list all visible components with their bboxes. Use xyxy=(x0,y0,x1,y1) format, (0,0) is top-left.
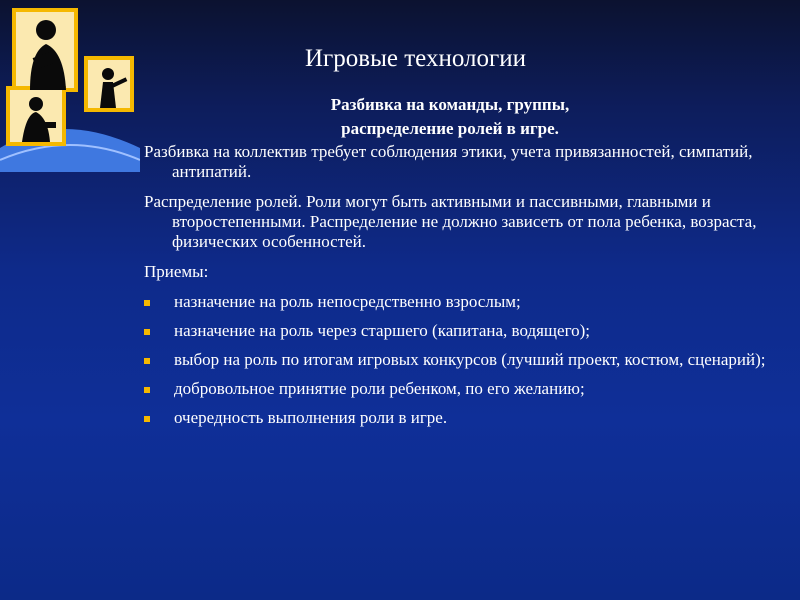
slide-body xyxy=(144,142,774,437)
bullet-icon xyxy=(144,416,150,422)
list-item xyxy=(144,350,774,370)
methods-label: Приемы: xyxy=(144,262,209,281)
subtitle-line: распределение ролей в игре. xyxy=(341,119,559,138)
list-item xyxy=(144,379,774,399)
bullet-icon xyxy=(144,387,150,393)
list-item-text: назначение на роль через старшего (капитана, водящего); xyxy=(174,321,591,340)
list-item xyxy=(144,292,774,312)
methods-list xyxy=(144,292,774,428)
bullet-icon xyxy=(144,329,150,335)
list-item-text: очередность выполнения роли в игре. xyxy=(174,408,448,427)
list-item xyxy=(144,408,774,428)
list-item-text: назначение на роль непосредственно взрослым; xyxy=(174,292,521,311)
paragraph-role-distribution: Распределение ролей. Роли могут быть активными и пассивными, главными и второстепенными. Распределение не должно зависеть от пола ребенка, возраста, физических особенностей. xyxy=(144,192,757,251)
subtitle-line: Разбивка на команды, группы, xyxy=(330,95,570,114)
children-reading-silhouettes-icon xyxy=(0,0,140,172)
list-item-text: выбор на роль по итогам игровых конкурсов (лучший проект, костюм, сценарий); xyxy=(174,350,766,369)
list-item-text: добровольное принятие роли ребенком, по его желанию; xyxy=(174,379,585,398)
slide-title: Игровые технологии xyxy=(305,45,526,72)
slide-subtitle xyxy=(150,93,750,141)
bullet-icon xyxy=(144,358,150,364)
list-item xyxy=(144,321,774,341)
bullet-icon xyxy=(144,300,150,306)
paragraph-team-division: Разбивка на коллектив требует соблюдения этики, учета привязанностей, симпатий, антипатий. xyxy=(144,142,753,181)
